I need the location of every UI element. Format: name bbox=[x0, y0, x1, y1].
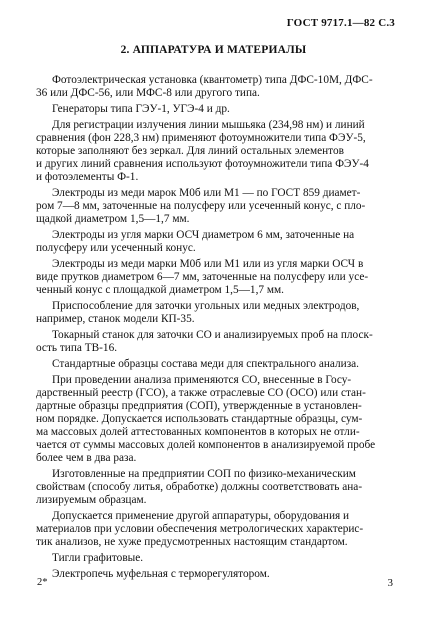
text-line: ром 7—8 мм, заточенные на полусферу или усеченный конус, с пло- bbox=[36, 200, 366, 212]
text-line: полусферу или усеченный конус. bbox=[36, 242, 196, 254]
text-line: ма массовых долей аттестованных компонентов в которых не отли- bbox=[36, 426, 360, 438]
text-line: дартные образцы предприятия (СОП), утвержденные в установлен- bbox=[36, 400, 362, 412]
text-line: Фотоэлектрическая установка (квантометр) типа ДФС-10М, ДФС- bbox=[52, 74, 373, 86]
text-line: Электроды из меди марок М0б или М1 — по ГОСТ 859 диамет- bbox=[52, 187, 361, 199]
text-line: и других линий сравнения используют фотоумножители типа ФЭУ-4 bbox=[36, 158, 369, 170]
text-line: ость типа ТВ-16. bbox=[36, 342, 118, 354]
text-line: Изготовленные на предприятии СОП по физико-механическим bbox=[52, 468, 356, 480]
section-body bbox=[36, 74, 396, 584]
text-line: более чем в два раза. bbox=[36, 452, 137, 464]
text-line: тик анализов, не хуже предусмотренных настоящим стандартом. bbox=[36, 536, 348, 548]
paragraph bbox=[36, 374, 396, 465]
text-line: Электропечь муфельная с терморегулятором. bbox=[52, 568, 270, 580]
text-line: Тигли графитовые. bbox=[52, 552, 144, 564]
text-line: и фотоэлементы Ф-1. bbox=[36, 171, 139, 183]
text-line: Для регистрации излучения линии мышьяка (234,98 нм) и линий bbox=[52, 119, 365, 131]
paragraph bbox=[36, 300, 396, 326]
paragraph bbox=[36, 258, 396, 297]
text-line: Токарный станок для заточки СО и анализируемых проб на плоск- bbox=[52, 329, 373, 341]
text-line: щадкой диаметром 1,5—1,7 мм. bbox=[36, 213, 190, 225]
text-line: Генераторы типа ГЭУ-1, УГЭ-4 и др. bbox=[52, 103, 230, 115]
paragraph bbox=[36, 510, 396, 549]
paragraph bbox=[36, 552, 396, 565]
text-line: которые заполняют без зеркал. Для линий остальных элементов bbox=[36, 145, 344, 157]
text-line: 36 или ДФС-56, или МФС-8 или другого типа. bbox=[36, 87, 260, 99]
text-line: Допускается применение другой аппаратуры, оборудования и bbox=[52, 510, 350, 522]
text-line: Электроды из угля марки ОСЧ диаметром 6 мм, заточенные на bbox=[52, 229, 355, 241]
text-line: лизируемым образцам. bbox=[36, 494, 147, 506]
paragraph bbox=[36, 187, 396, 226]
text-line: виде прутков диаметром 6—7 мм, заточенные на полусферу или усе- bbox=[36, 271, 369, 283]
text-line: Приспособление для заточки угольных или медных электродов, bbox=[52, 300, 360, 312]
running-header: ГОСТ 9717.1—82 С.3 bbox=[286, 17, 395, 29]
text-line: чается от суммы массовых долей компонентов в анализируемой пробе bbox=[36, 439, 376, 451]
signature-mark: 2* bbox=[37, 577, 48, 588]
text-line: например, станок модели КП-35. bbox=[36, 313, 195, 325]
page-number: 3 bbox=[387, 577, 393, 589]
paragraph bbox=[36, 329, 396, 355]
paragraph bbox=[36, 358, 396, 371]
paragraph bbox=[36, 229, 396, 255]
paragraph bbox=[36, 468, 396, 507]
text-line: дарственный реестр (ГСО), а также отраслевые СО (ОСО) или стан- bbox=[36, 387, 366, 399]
paragraph bbox=[36, 103, 396, 116]
text-line: Стандартные образцы состава меди для спектрального анализа. bbox=[52, 358, 359, 370]
paragraph bbox=[36, 74, 396, 100]
text-line: ном порядке. Допускается использовать стандартные образцы, сум- bbox=[36, 413, 363, 425]
section-title: 2. АППАРАТУРА И МАТЕРИАЛЫ bbox=[120, 44, 307, 56]
text-line: ченный конус с площадкой диаметром 1,5—1,7 мм. bbox=[36, 284, 284, 296]
text-line: Электроды из меди марки М0б или М1 или из угля марки ОСЧ в bbox=[52, 258, 364, 270]
text-line: материалов при условии обеспечения метрологических характерис- bbox=[36, 523, 364, 535]
text-line: сравнения (фон 228,3 нм) применяют фотоумножители типа ФЭУ-5, bbox=[36, 132, 366, 144]
text-line: свойствам (способу литья, обработке) должны соответствовать ана- bbox=[36, 481, 363, 493]
paragraph bbox=[36, 568, 396, 581]
text-line: При проведении анализа применяются СО, внесенные в Госу- bbox=[52, 374, 352, 386]
paragraph bbox=[36, 119, 396, 184]
